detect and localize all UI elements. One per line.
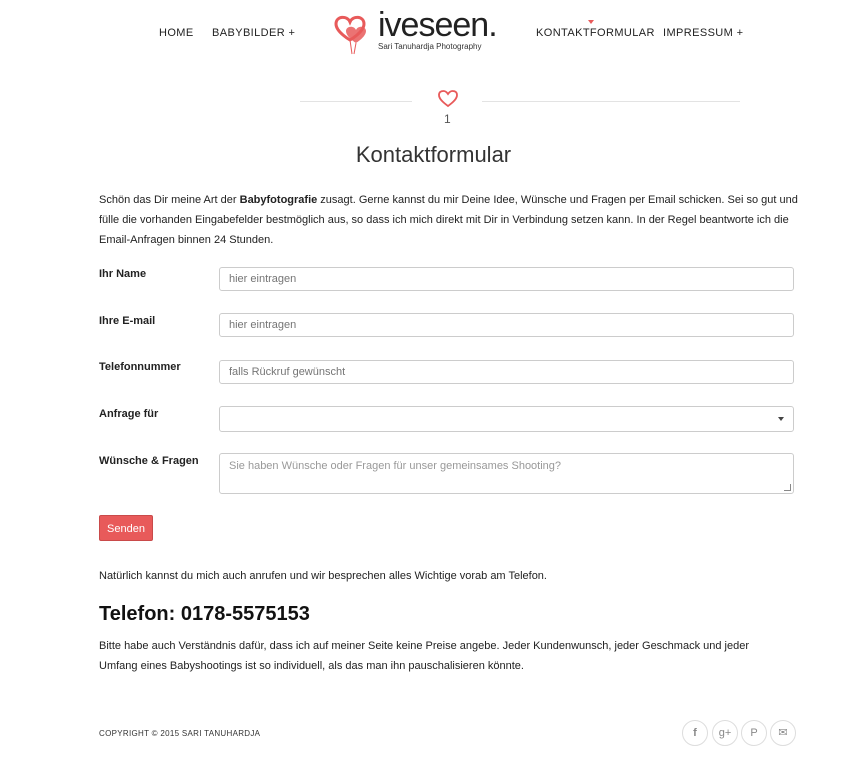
intro-after: zusagt. Gerne kannst du mir Deine Idee, Wünsche und Fragen per Email schicken. Sei so gut und fülle die vorhanden Eingabefelder bestmöglich aus, so dass ich mich direkt mit Dir in Verbindung setzen kann. In der Regel beantworte ich die Email-Anfragen binnen 24 Stunden. [99, 194, 798, 246]
page-title: Kontaktformular [355, 142, 512, 167]
nav-home[interactable]: HOME [159, 27, 194, 39]
email-input[interactable] [219, 313, 794, 337]
heart-like-icon[interactable] [437, 89, 459, 109]
submit-button[interactable]: Senden [99, 515, 153, 541]
nav-babybilder[interactable]: BABYBILDER + [212, 27, 296, 39]
pricing-note: Bitte habe auch Verständnis dafür, dass ich auf meiner Seite keine Preise angebe. Jeder Kundenwunsch, jeder Geschmack und jeder Umfang eines Babyshootings ist so individuell, als das man ihn pauschalisieren könnte. [99, 640, 750, 672]
copyright: COPYRIGHT © 2015 SARI TANUHARDJA [99, 729, 261, 738]
logo-name: iveseen. [378, 6, 497, 44]
name-label: Ihr Name [99, 268, 147, 280]
phone-heading: Telefon: 0178-5575153 [99, 603, 310, 625]
wishes-label: Wünsche & Fragen [99, 455, 199, 467]
nav-kontaktformular[interactable]: KONTAKTFORMULAR [536, 27, 655, 39]
phone-label: Telefonnummer [99, 361, 181, 373]
call-note: Natürlich kannst du mich auch anrufen und wir besprechen alles Wichtige vorab am Telefon. [99, 570, 547, 582]
chevron-down-icon [778, 417, 784, 421]
intro-text [99, 190, 799, 250]
request-label: Anfrage für [99, 408, 159, 420]
request-select[interactable] [219, 406, 794, 432]
pinterest-icon[interactable]: P [741, 720, 767, 746]
active-indicator-icon [588, 20, 594, 24]
like-count: 1 [444, 112, 451, 126]
divider-left [300, 101, 412, 102]
email-icon[interactable]: ✉ [770, 720, 796, 746]
intro-bold: Babyfotografie [239, 194, 318, 206]
facebook-icon[interactable]: f [682, 720, 708, 746]
divider-right [482, 101, 740, 102]
phone-input[interactable] [219, 360, 794, 384]
googleplus-icon[interactable]: g+ [712, 720, 738, 746]
intro-before: Schön das Dir meine Art der [99, 194, 240, 206]
balloon-hearts-icon [330, 6, 380, 56]
wishes-textarea[interactable] [219, 453, 794, 494]
logo-subtitle: Sari Tanuhardja Photography [378, 42, 482, 51]
name-input[interactable] [219, 267, 794, 291]
email-label: Ihre E-mail [99, 315, 156, 327]
nav-impressum[interactable]: IMPRESSUM + [663, 27, 744, 39]
resize-handle-icon[interactable] [784, 484, 791, 491]
wishes-placeholder: Sie haben Wünsche oder Fragen für unser gemeinsames Shooting? [229, 460, 562, 472]
